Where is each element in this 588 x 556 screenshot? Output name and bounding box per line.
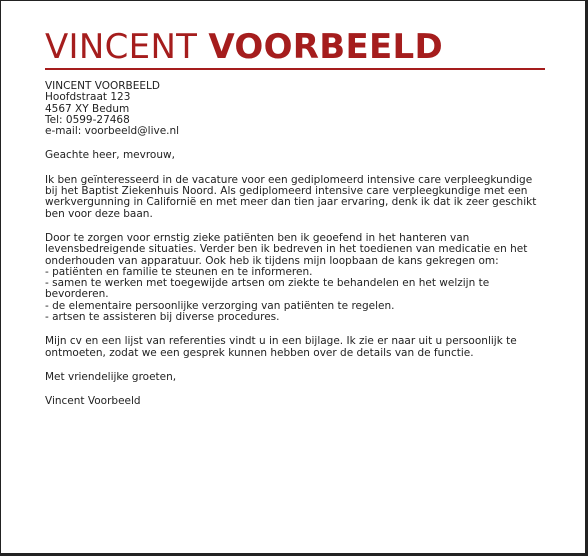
list-item-continuation: bevorderen.: [45, 288, 109, 301]
paragraph-line: Mijn cv en een lijst van referenties vindt u in een bijlage. Ik zie er naar uit u persoonlijk te: [45, 335, 517, 348]
sender-line: 4567 XY Bedum: [45, 102, 130, 115]
paragraph-line: levensbedreigende situaties. Verder ben ik bedreven in het toedienen van medicatie en het: [45, 243, 528, 256]
paragraph-experience: [45, 233, 545, 323]
sender-email: e-mail: voorbeeld@live.nl: [45, 125, 180, 138]
closing: Met vriendelijke groeten,: [45, 370, 177, 383]
list-item: - artsen te assisteren bij diverse procedures.: [45, 311, 280, 324]
paragraph-line: ben voor deze baan.: [45, 207, 153, 220]
paragraph-line: Door te zorgen voor ernstig zieke patiënten ben ik geoefend in het hanteren van: [45, 231, 470, 244]
salutation: Geachte heer, mevrouw,: [45, 149, 175, 162]
list-item: - patiënten en familie te steunen en te informeren.: [45, 265, 313, 278]
sender-address: [45, 81, 545, 137]
paragraph-line: bij het Baptist Ziekenhuis Noord. Als gediplomeerd intensive care verpleegkundige met een: [45, 185, 528, 198]
sender-line: Hoofdstraat 123: [45, 91, 131, 104]
paragraph-introduction: [45, 175, 545, 220]
sender-line: Tel: 0599-27468: [45, 113, 130, 126]
header-name: [45, 27, 545, 67]
letter-header: [45, 27, 545, 70]
list-item: - de elementaire persoonlijke verzorging van patiënten te regelen.: [45, 299, 395, 312]
paragraph-line: ontmoeten, zodat we een gesprek kunnen hebben over de details van de functie.: [45, 346, 474, 359]
header-first-name: VINCENT: [45, 27, 198, 67]
signature: Vincent Voorbeeld: [45, 395, 141, 408]
paragraph-line: onderhouden van apparatuur. Ook heb ik tijdens mijn loopbaan de kans gekregen om:: [45, 254, 499, 267]
list-item: - samen te werken met toegewijde artsen om ziekte te behandelen en het welzijn te: [45, 277, 490, 290]
paragraph-line: werkvergunning in Californië en met meer dan tien jaar ervaring, denk ik dat ik zeer geschikt: [45, 196, 537, 209]
paragraph-line: Ik ben geïnteresseerd in de vacature voor een gediplomeerd intensive care verpleegkundige: [45, 173, 533, 186]
letter-body: [45, 81, 545, 408]
header-divider: [45, 68, 545, 70]
paragraph-attachment: [45, 336, 545, 359]
sender-line: VINCENT VOORBEELD: [45, 80, 160, 92]
header-last-name: VOORBEELD: [208, 27, 444, 67]
